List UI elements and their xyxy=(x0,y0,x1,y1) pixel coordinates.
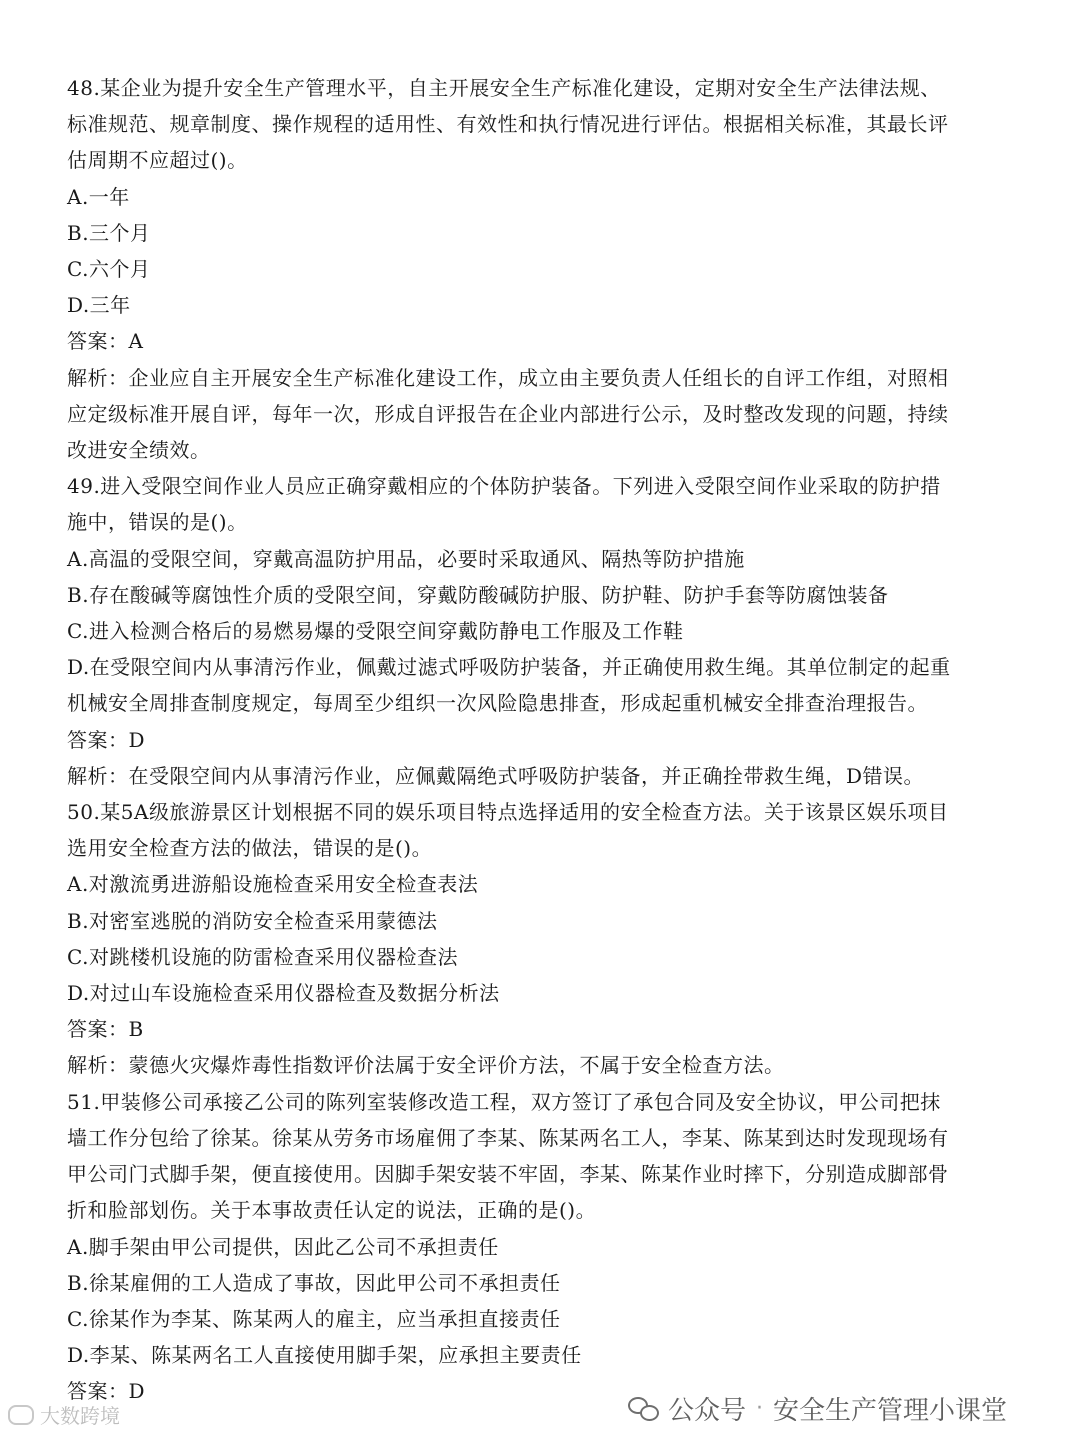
question-stem-line: 50.某5A级旅游景区计划根据不同的娱乐项目特点选择适用的安全检查方法。关于该景区娱乐项目 xyxy=(67,800,949,825)
analysis-line: 解析：企业应自主开展安全生产标准化建设工作，成立由主要负责人任组长的自评工作组，对照相 xyxy=(67,365,949,390)
option-c: C.徐某作为李某、陈某两人的雇主，应当承担直接责任 xyxy=(67,1306,561,1331)
option-b: B.存在酸碱等腐蚀性介质的受限空间，穿戴防酸碱防护服、防护鞋、防护手套等防腐蚀装备 xyxy=(67,582,889,607)
wechat-brand xyxy=(628,1388,1007,1428)
question-stem-line: 折和脸部划伤。关于本事故责任认定的说法，正确的是()。 xyxy=(67,1198,597,1223)
answer: 答案：D xyxy=(67,727,146,752)
analysis-line: 改进安全绩效。 xyxy=(67,438,211,463)
question-49 xyxy=(67,468,1007,794)
option-c: C.进入检测合格后的易燃易爆的受限空间穿戴防静电工作服及工作鞋 xyxy=(67,619,684,644)
answer: 答案：D xyxy=(67,1379,146,1404)
brand-separator: · xyxy=(756,1395,764,1421)
question-stem-line: 甲公司门式脚手架，便直接使用。因脚手架安装不牢固，李某、陈某作业时摔下，分别造成脚部骨 xyxy=(67,1162,949,1187)
answer: 答案：A xyxy=(67,329,144,354)
document-body xyxy=(67,70,1007,1410)
option-d-continued: 机械安全周排查制度规定，每周至少组织一次风险隐患排查，形成起重机械安全排查治理报告。 xyxy=(67,691,928,716)
question-stem-line: 标准规范、规章制度、操作规程的适用性、有效性和执行情况进行评估。根据相关标准，其最长评 xyxy=(67,112,949,137)
option-b: B.对密室逃脱的消防安全检查采用蒙德法 xyxy=(67,908,438,933)
analysis-line: 解析：蒙德火灾爆炸毒性指数评价法属于安全评价方法，不属于安全检查方法。 xyxy=(67,1053,785,1078)
question-stem-line: 51.甲装修公司承接乙公司的陈列室装修改造工程，双方签订了承包合同及安全协议，甲公司把抹 xyxy=(67,1089,941,1114)
left-watermark xyxy=(8,1400,120,1429)
option-b: B.三个月 xyxy=(67,220,151,245)
question-51 xyxy=(67,1084,1007,1410)
option-a: A.一年 xyxy=(67,184,130,209)
brand-name: 安全生产管理小课堂 xyxy=(773,1395,1008,1426)
answer: 答案：B xyxy=(67,1017,144,1042)
brand-prefix: 公众号 xyxy=(668,1395,747,1426)
question-stem-line: 估周期不应超过()。 xyxy=(67,148,248,173)
question-stem-line: 选用安全检查方法的做法，错误的是()。 xyxy=(67,836,433,861)
option-d: D.在受限空间内从事清污作业，佩戴过滤式呼吸防护装备，并正确使用救生绳。其单位制定的起重 xyxy=(67,655,951,680)
question-50 xyxy=(67,794,1007,1084)
option-a: A.脚手架由甲公司提供，因此乙公司不承担责任 xyxy=(67,1234,499,1259)
option-a: A.高温的受限空间，穿戴高温防护用品，必要时采取通风、隔热等防护措施 xyxy=(67,546,745,571)
option-d: D.对过山车设施检查采用仪器检查及数据分析法 xyxy=(67,981,500,1006)
question-stem-line: 施中，错误的是()。 xyxy=(67,510,248,535)
analysis-line: 应定级标准开展自评，每年一次，形成自评报告在企业内部进行公示，及时整改发现的问题，持续 xyxy=(67,401,949,426)
option-a: A.对激流勇进游船设施检查采用安全检查表法 xyxy=(67,872,479,897)
question-stem-line: 48.某企业为提升安全生产管理水平，自主开展安全生产标准化建设，定期对安全生产法律法规、 xyxy=(67,76,941,100)
question-stem-line: 墙工作分包给了徐某。徐某从劳务市场雇佣了李某、陈某两名工人，李某、陈某到达时发现现场有 xyxy=(67,1125,949,1150)
analysis-line: 解析：在受限空间内从事清污作业，应佩戴隔绝式呼吸防护装备，并正确拴带救生绳，D错误。 xyxy=(67,763,925,788)
logo-icon xyxy=(8,1405,34,1425)
question-48 xyxy=(67,70,1007,468)
footer-watermark xyxy=(0,1378,1080,1437)
question-stem-line: 49.进入受限空间作业人员应正确穿戴相应的个体防护装备。下列进入受限空间作业采取的防护措 xyxy=(67,474,941,499)
option-d: D.李某、陈某两名工人直接使用脚手架，应承担主要责任 xyxy=(67,1343,582,1368)
option-c: C.对跳楼机设施的防雷检查采用仪器检查法 xyxy=(67,944,458,969)
option-c: C.六个月 xyxy=(67,257,151,282)
left-watermark-text: 大数跨境 xyxy=(40,1404,120,1428)
option-d: D.三年 xyxy=(67,293,131,318)
option-b: B.徐某雇佣的工人造成了事故，因此甲公司不承担责任 xyxy=(67,1270,561,1295)
wechat-icon xyxy=(628,1395,658,1421)
